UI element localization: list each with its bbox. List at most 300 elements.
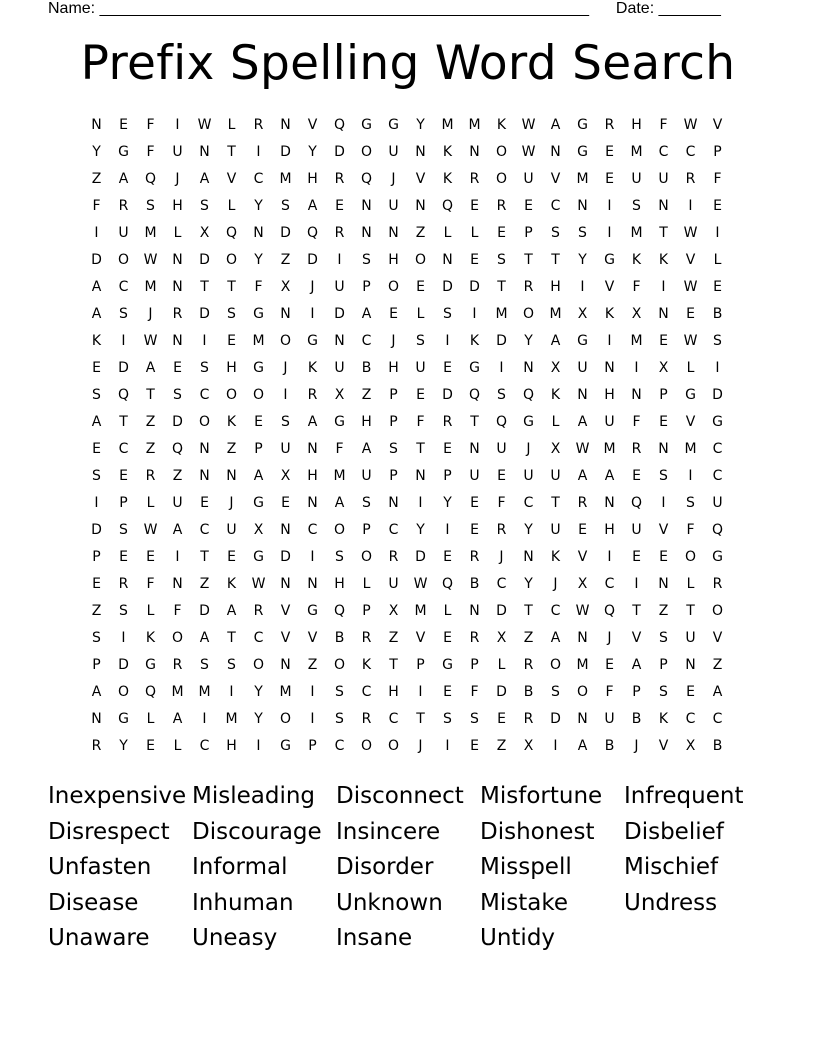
grid-letter: G: [361, 116, 372, 133]
grid-letter: G: [307, 602, 318, 619]
grid-letter: P: [92, 548, 101, 565]
grid-letter: G: [253, 548, 264, 565]
grid-letter: O: [333, 521, 346, 538]
grid-letter: C: [685, 710, 696, 727]
grid-letter: H: [604, 386, 615, 403]
grid-letter: S: [578, 224, 587, 241]
grid-letter: U: [658, 170, 669, 187]
grid-letter: N: [577, 710, 588, 727]
grid-letter: M: [279, 170, 292, 187]
date-blank[interactable]: _______: [658, 0, 721, 17]
grid-letter: C: [118, 278, 129, 295]
grid-letter: F: [470, 683, 479, 700]
grid-letter: M: [414, 602, 427, 619]
grid-letter: S: [443, 710, 452, 727]
grid-letter: P: [389, 386, 398, 403]
grid-letter: L: [713, 251, 722, 268]
grid-letter: J: [553, 575, 558, 592]
grid-letter: T: [146, 386, 155, 403]
grid-letter: C: [550, 197, 561, 214]
grid-letter: I: [607, 197, 612, 214]
grid-letter: I: [94, 224, 99, 241]
grid-letter: A: [577, 413, 588, 430]
grid-letter: I: [418, 494, 423, 511]
grid-letter: Z: [172, 467, 183, 484]
grid-letter: U: [523, 170, 534, 187]
grid-letter: F: [632, 278, 641, 295]
grid-letter: Z: [280, 251, 291, 268]
grid-letter: B: [361, 359, 372, 376]
grid-letter: A: [253, 467, 264, 484]
grid-letter: D: [199, 305, 210, 322]
grid-letter: I: [121, 629, 126, 646]
grid-letter: A: [307, 197, 318, 214]
grid-letter: E: [686, 683, 695, 700]
grid-letter: R: [496, 197, 507, 214]
grid-letter: N: [91, 116, 102, 133]
grid-letter: V: [415, 629, 426, 646]
grid-letter: F: [497, 494, 506, 511]
word-list-item: Misfortune: [480, 783, 603, 809]
word-list-item: Insincere: [336, 818, 441, 845]
grid-letter: D: [280, 548, 291, 565]
grid-letter: G: [577, 143, 588, 160]
grid-letter: I: [715, 359, 720, 376]
grid-letter: G: [145, 656, 156, 673]
grid-letter: O: [549, 656, 562, 673]
grid-letter: Q: [441, 575, 454, 592]
grid-letter: A: [91, 413, 102, 430]
word-list-item: Inexpensive: [48, 783, 187, 809]
word-list-item: Unfasten: [48, 854, 152, 880]
grid-letter: O: [360, 548, 373, 565]
grid-letter: O: [387, 278, 400, 295]
grid-letter: P: [389, 467, 398, 484]
grid-letter: R: [253, 602, 264, 619]
grid-letter: Z: [388, 629, 399, 646]
grid-letter: T: [551, 494, 560, 511]
grid-letter: G: [334, 413, 345, 430]
grid-letter: B: [712, 305, 723, 322]
grid-letter: G: [118, 710, 129, 727]
grid-letter: N: [577, 197, 588, 214]
grid-letter: Z: [712, 656, 723, 673]
grid-letter: I: [661, 278, 666, 295]
grid-letter: I: [256, 143, 261, 160]
grid-letter: C: [550, 602, 561, 619]
grid-letter: K: [442, 170, 453, 187]
grid-letter: L: [173, 737, 182, 754]
grid-letter: R: [496, 521, 507, 538]
grid-letter: E: [470, 521, 479, 538]
grid-letter: Z: [361, 386, 372, 403]
grid-letter: R: [118, 575, 129, 592]
grid-letter: X: [685, 737, 696, 754]
grid-letter: I: [310, 305, 315, 322]
grid-letter: H: [226, 737, 237, 754]
grid-letter: M: [630, 224, 643, 241]
grid-letter: O: [279, 710, 292, 727]
name-blank[interactable]: _______________________________________________________: [99, 0, 589, 17]
letter-grid: [83, 111, 731, 759]
grid-letter: E: [713, 197, 722, 214]
grid-letter: L: [146, 710, 155, 727]
grid-letter: K: [550, 548, 561, 565]
grid-letter: W: [683, 116, 698, 133]
grid-letter: Q: [171, 440, 184, 457]
grid-letter: X: [199, 224, 210, 241]
grid-letter: J: [175, 170, 180, 187]
grid-letter: N: [604, 359, 615, 376]
grid-letter: S: [362, 251, 371, 268]
grid-letter: V: [604, 278, 615, 295]
grid-letter: E: [632, 548, 641, 565]
grid-letter: C: [199, 386, 210, 403]
grid-letter: U: [388, 197, 399, 214]
grid-letter: D: [496, 602, 507, 619]
grid-letter: P: [659, 386, 668, 403]
grid-letter: A: [550, 332, 561, 349]
grid-letter: E: [200, 494, 209, 511]
grid-letter: X: [550, 440, 561, 457]
grid-letter: E: [497, 224, 506, 241]
grid-letter: K: [496, 116, 507, 133]
grid-letter: P: [470, 656, 479, 673]
grid-letter: P: [659, 656, 668, 673]
grid-letter: N: [253, 224, 264, 241]
grid-letter: J: [391, 170, 396, 187]
grid-letter: N: [280, 521, 291, 538]
grid-letter: N: [469, 143, 480, 160]
grid-letter: X: [523, 737, 534, 754]
grid-letter: R: [172, 656, 183, 673]
grid-letter: V: [658, 737, 669, 754]
grid-letter: U: [604, 710, 615, 727]
grid-letter: W: [575, 602, 590, 619]
grid-letter: F: [146, 143, 155, 160]
grid-letter: U: [550, 467, 561, 484]
grid-letter: S: [335, 548, 344, 565]
grid-letter: L: [146, 494, 155, 511]
grid-letter: D: [307, 251, 318, 268]
grid-letter: G: [577, 332, 588, 349]
grid-letter: N: [307, 440, 318, 457]
grid-letter: H: [604, 521, 615, 538]
grid-letter: V: [685, 413, 696, 430]
grid-letter: A: [226, 602, 237, 619]
grid-letter: U: [388, 575, 399, 592]
grid-letter: Z: [658, 602, 669, 619]
grid-letter: X: [280, 278, 291, 295]
word-list-item: Untidy: [480, 925, 556, 951]
grid-letter: Q: [495, 413, 508, 430]
grid-letter: V: [415, 170, 426, 187]
grid-letter: T: [119, 413, 128, 430]
grid-letter: D: [442, 386, 453, 403]
grid-letter: M: [279, 683, 292, 700]
grid-letter: U: [172, 494, 183, 511]
grid-letter: H: [388, 683, 399, 700]
grid-letter: O: [684, 548, 697, 565]
grid-letter: L: [497, 656, 506, 673]
grid-letter: D: [91, 251, 102, 268]
grid-letter: X: [253, 521, 264, 538]
grid-letter: R: [469, 548, 480, 565]
grid-letter: G: [307, 332, 318, 349]
word-list-item: Disease: [48, 889, 139, 916]
grid-letter: I: [229, 683, 234, 700]
grid-letter: Z: [523, 629, 534, 646]
grid-letter: K: [658, 251, 669, 268]
word-list-item: Inhuman: [192, 889, 294, 916]
grid-letter: N: [91, 710, 102, 727]
grid-letter: Z: [496, 737, 507, 754]
grid-letter: Q: [117, 386, 130, 403]
grid-letter: N: [280, 575, 291, 592]
grid-letter: V: [226, 170, 237, 187]
grid-letter: C: [361, 683, 372, 700]
grid-letter: N: [685, 656, 696, 673]
grid-letter: I: [94, 494, 99, 511]
grid-letter: I: [202, 710, 207, 727]
grid-letter: A: [361, 440, 372, 457]
grid-letter: E: [389, 305, 398, 322]
grid-letter: A: [631, 656, 642, 673]
grid-letter: O: [225, 386, 238, 403]
grid-letter: I: [202, 332, 207, 349]
grid-letter: V: [280, 602, 291, 619]
grid-letter: S: [200, 197, 209, 214]
grid-letter: N: [469, 602, 480, 619]
grid-letter: C: [253, 170, 264, 187]
grid-letter: S: [92, 629, 101, 646]
grid-letter: E: [443, 440, 452, 457]
grid-letter: Z: [307, 656, 318, 673]
word-list-item: Dishonest: [480, 818, 595, 845]
grid-letter: H: [307, 467, 318, 484]
grid-letter: S: [470, 710, 479, 727]
grid-letter: I: [310, 710, 315, 727]
grid-letter: S: [389, 440, 398, 457]
grid-letter: F: [146, 116, 155, 133]
grid-letter: Q: [603, 602, 616, 619]
grid-letter: W: [683, 332, 698, 349]
grid-letter: E: [416, 278, 425, 295]
grid-letter: N: [388, 494, 399, 511]
grid-letter: S: [551, 683, 560, 700]
grid-letter: O: [495, 143, 508, 160]
grid-letter: X: [658, 359, 669, 376]
grid-letter: E: [659, 413, 668, 430]
grid-letter: B: [712, 737, 723, 754]
grid-letter: A: [118, 170, 129, 187]
grid-letter: S: [497, 386, 506, 403]
word-list-item: Disbelief: [624, 818, 724, 845]
grid-letter: N: [415, 143, 426, 160]
word-list-item: Insane: [336, 925, 413, 951]
grid-letter: X: [496, 629, 507, 646]
grid-letter: R: [577, 494, 588, 511]
grid-letter: B: [469, 575, 480, 592]
grid-letter: Q: [144, 170, 157, 187]
grid-letter: C: [712, 440, 723, 457]
grid-letter: Q: [441, 197, 454, 214]
grid-letter: E: [632, 467, 641, 484]
grid-letter: U: [496, 440, 507, 457]
grid-letter: P: [362, 278, 371, 295]
grid-letter: C: [658, 143, 669, 160]
grid-letter: S: [632, 197, 641, 214]
grid-letter: I: [337, 251, 342, 268]
grid-letter: M: [252, 332, 265, 349]
grid-letter: W: [575, 440, 590, 457]
grid-letter: Q: [333, 602, 346, 619]
grid-letter: T: [524, 602, 533, 619]
word-list-item: Infrequent: [624, 783, 744, 809]
grid-letter: N: [280, 656, 291, 673]
grid-letter: F: [146, 575, 155, 592]
grid-letter: C: [361, 332, 372, 349]
name-label: Name:: [48, 0, 96, 17]
grid-letter: N: [361, 197, 372, 214]
grid-letter: A: [334, 494, 345, 511]
grid-letter: R: [307, 386, 318, 403]
grid-letter: W: [251, 575, 266, 592]
grid-letter: U: [685, 629, 696, 646]
word-list-item: Disrespect: [48, 818, 170, 845]
grid-letter: E: [470, 197, 479, 214]
grid-letter: Y: [524, 332, 533, 349]
grid-letter: X: [388, 602, 399, 619]
grid-letter: M: [171, 683, 184, 700]
grid-letter: N: [361, 224, 372, 241]
grid-letter: U: [415, 359, 426, 376]
grid-letter: N: [199, 143, 210, 160]
grid-letter: N: [199, 467, 210, 484]
grid-letter: C: [685, 143, 696, 160]
grid-letter: J: [283, 359, 288, 376]
grid-letter: O: [117, 251, 130, 268]
word-list-item: Disconnect: [336, 783, 464, 809]
grid-letter: N: [307, 494, 318, 511]
grid-letter: S: [551, 224, 560, 241]
grid-letter: S: [659, 629, 668, 646]
grid-letter: G: [712, 413, 723, 430]
grid-letter: N: [604, 494, 615, 511]
grid-letter: M: [495, 305, 508, 322]
grid-letter: C: [523, 494, 534, 511]
page-title: Prefix Spelling Word Search: [80, 36, 736, 91]
date-label: Date:: [615, 0, 655, 17]
grid-letter: I: [175, 116, 180, 133]
grid-letter: S: [227, 305, 236, 322]
grid-letter: D: [199, 602, 210, 619]
grid-letter: R: [469, 170, 480, 187]
grid-letter: X: [550, 359, 561, 376]
grid-letter: M: [603, 440, 616, 457]
grid-letter: N: [658, 575, 669, 592]
word-list-item: Discourage: [192, 818, 322, 845]
grid-letter: I: [175, 548, 180, 565]
grid-letter: P: [443, 467, 452, 484]
grid-letter: E: [119, 467, 128, 484]
grid-letter: S: [659, 467, 668, 484]
grid-letter: A: [199, 170, 210, 187]
grid-letter: U: [712, 494, 723, 511]
grid-letter: D: [199, 251, 210, 268]
grid-letter: K: [226, 413, 237, 430]
grid-letter: Z: [226, 440, 237, 457]
grid-letter: S: [686, 494, 695, 511]
grid-letter: L: [686, 359, 695, 376]
word-list-item: Mistake: [480, 889, 568, 916]
grid-letter: E: [659, 332, 668, 349]
grid-letter: J: [391, 332, 396, 349]
grid-letter: Y: [524, 521, 533, 538]
grid-letter: M: [576, 170, 589, 187]
grid-letter: X: [631, 305, 642, 322]
grid-letter: T: [470, 413, 479, 430]
grid-letter: E: [92, 575, 101, 592]
grid-letter: U: [577, 359, 588, 376]
word-list-item: Misspell: [480, 854, 572, 880]
grid-letter: S: [497, 251, 506, 268]
grid-letter: D: [118, 359, 129, 376]
grid-letter: Y: [416, 521, 425, 538]
grid-letter: I: [310, 683, 315, 700]
grid-letter: E: [497, 710, 506, 727]
grid-letter: K: [550, 386, 561, 403]
grid-letter: U: [388, 143, 399, 160]
grid-letter: N: [658, 305, 669, 322]
grid-letter: O: [117, 683, 130, 700]
grid-letter: O: [387, 737, 400, 754]
grid-letter: F: [659, 116, 668, 133]
grid-letter: K: [604, 305, 615, 322]
grid-letter: C: [199, 737, 210, 754]
grid-letter: T: [227, 278, 236, 295]
grid-letter: N: [577, 386, 588, 403]
grid-letter: S: [92, 386, 101, 403]
grid-letter: D: [91, 521, 102, 538]
grid-letter: T: [659, 224, 668, 241]
grid-letter: C: [307, 521, 318, 538]
grid-letter: A: [91, 278, 102, 295]
grid-letter: P: [119, 494, 128, 511]
grid-letter: R: [334, 170, 345, 187]
grid-letter: C: [199, 521, 210, 538]
grid-letter: L: [362, 575, 371, 592]
grid-letter: E: [281, 494, 290, 511]
grid-letter: K: [631, 251, 642, 268]
grid-letter: X: [577, 305, 588, 322]
grid-letter: E: [146, 548, 155, 565]
grid-letter: R: [361, 629, 372, 646]
grid-letter: Q: [144, 683, 157, 700]
grid-letter: I: [580, 278, 585, 295]
grid-letter: N: [280, 116, 291, 133]
grid-letter: F: [416, 413, 425, 430]
grid-letter: M: [576, 656, 589, 673]
grid-letter: E: [443, 359, 452, 376]
grid-letter: A: [604, 467, 615, 484]
grid-letter: R: [253, 116, 264, 133]
grid-letter: W: [413, 575, 428, 592]
grid-letter: I: [310, 548, 315, 565]
grid-letter: G: [280, 737, 291, 754]
grid-letter: O: [522, 305, 535, 322]
grid-letter: L: [470, 224, 479, 241]
